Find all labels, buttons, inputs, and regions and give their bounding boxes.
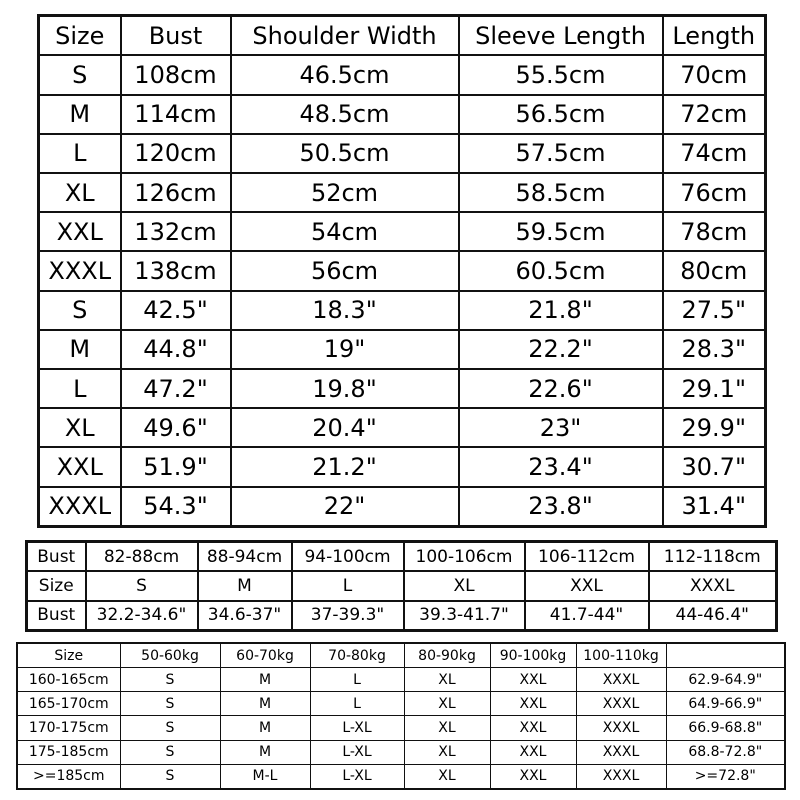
table-cell: XL xyxy=(404,716,490,740)
table-row xyxy=(17,668,785,692)
table-cell: XL xyxy=(404,764,490,789)
table-header-row xyxy=(17,643,785,668)
table-row xyxy=(27,571,777,600)
table-cell: 54cm xyxy=(231,212,459,251)
table-cell: 108cm xyxy=(121,55,231,94)
table-cell: 70-80kg xyxy=(310,643,404,668)
table-row xyxy=(27,601,777,631)
table-cell: 88-94cm xyxy=(198,542,292,572)
table-cell: 39.3-41.7" xyxy=(404,601,525,631)
table-cell: XXL xyxy=(39,212,121,251)
table-cell: M xyxy=(220,740,310,764)
table-cell: S xyxy=(39,55,121,94)
table-cell: 41.7-44" xyxy=(525,601,649,631)
table-cell: Shoulder Width xyxy=(231,16,459,56)
table-row xyxy=(39,173,766,212)
table-cell: 60.5cm xyxy=(459,251,663,290)
table-cell: L xyxy=(310,692,404,716)
table-cell: XXXL xyxy=(576,740,666,764)
table-row xyxy=(39,95,766,134)
table-cell: 28.3" xyxy=(663,330,766,369)
table-cell: 54.3" xyxy=(121,487,231,527)
table-row xyxy=(39,408,766,447)
table-row xyxy=(39,251,766,290)
table-cell: L xyxy=(39,134,121,173)
table-cell: L-XL xyxy=(310,740,404,764)
table-cell: Length xyxy=(663,16,766,56)
table-cell: 114cm xyxy=(121,95,231,134)
table-cell: 120cm xyxy=(121,134,231,173)
table-cell: 100-106cm xyxy=(404,542,525,572)
size-chart-main-table xyxy=(37,14,767,528)
table-cell: 56cm xyxy=(231,251,459,290)
table-cell: XXXL xyxy=(576,716,666,740)
table-row xyxy=(39,291,766,330)
table-cell: 55.5cm xyxy=(459,55,663,94)
table-cell: 126cm xyxy=(121,173,231,212)
table-cell: 22" xyxy=(231,487,459,527)
table-cell: 74cm xyxy=(663,134,766,173)
table-cell: S xyxy=(120,764,220,789)
table-cell: 37-39.3" xyxy=(292,601,404,631)
table-row xyxy=(27,542,777,572)
table-row xyxy=(39,212,766,251)
table-cell: 30.7" xyxy=(663,447,766,486)
table-row xyxy=(39,134,766,173)
table-row xyxy=(39,447,766,486)
table-cell: Size xyxy=(39,16,121,56)
table-cell: 132cm xyxy=(121,212,231,251)
table-cell: XXL xyxy=(490,716,576,740)
table-cell: XXXL xyxy=(39,251,121,290)
table-cell: 29.1" xyxy=(663,369,766,408)
table-cell: 46.5cm xyxy=(231,55,459,94)
table-cell: 51.9" xyxy=(121,447,231,486)
table-cell: 52cm xyxy=(231,173,459,212)
table-cell: 66.9-68.8" xyxy=(666,716,785,740)
table-row xyxy=(17,692,785,716)
table-cell xyxy=(666,643,785,668)
table-cell: XXXL xyxy=(649,571,777,600)
table-cell: 31.4" xyxy=(663,487,766,527)
table-cell: Size xyxy=(17,643,120,668)
table-row xyxy=(17,740,785,764)
table-cell: 90-100kg xyxy=(490,643,576,668)
table-cell: M xyxy=(220,692,310,716)
table-cell: XL xyxy=(39,173,121,212)
table-cell: S xyxy=(120,716,220,740)
table-cell: XXL xyxy=(490,668,576,692)
table-cell: 80-90kg xyxy=(404,643,490,668)
table-cell: 23" xyxy=(459,408,663,447)
table-cell: Bust xyxy=(27,542,86,572)
table-cell: Size xyxy=(27,571,86,600)
table-header-row xyxy=(39,16,766,56)
table-cell: 42.5" xyxy=(121,291,231,330)
table-cell: 59.5cm xyxy=(459,212,663,251)
table-cell: 76cm xyxy=(663,173,766,212)
table-cell: 44-46.4" xyxy=(649,601,777,631)
table-cell: L-XL xyxy=(310,716,404,740)
table-cell: M-L xyxy=(220,764,310,789)
table-row xyxy=(17,764,785,789)
table-cell: M xyxy=(39,330,121,369)
table-cell: 112-118cm xyxy=(649,542,777,572)
table-row xyxy=(39,369,766,408)
table-cell: M xyxy=(198,571,292,600)
table-cell: 165-170cm xyxy=(17,692,120,716)
table-cell: 18.3" xyxy=(231,291,459,330)
table-cell: 19.8" xyxy=(231,369,459,408)
table-cell: XL xyxy=(404,571,525,600)
table-cell: 80cm xyxy=(663,251,766,290)
table-cell: 50.5cm xyxy=(231,134,459,173)
table-cell: XXL xyxy=(490,764,576,789)
height-weight-size-table xyxy=(16,642,786,790)
table-cell: M xyxy=(39,95,121,134)
table-cell: 72cm xyxy=(663,95,766,134)
table-cell: 29.9" xyxy=(663,408,766,447)
table-cell: 23.4" xyxy=(459,447,663,486)
table-cell: 32.2-34.6" xyxy=(86,601,198,631)
table-cell: Bust xyxy=(121,16,231,56)
table-cell: XL xyxy=(404,740,490,764)
table-cell: 50-60kg xyxy=(120,643,220,668)
table-cell: S xyxy=(86,571,198,600)
table-cell: L-XL xyxy=(310,764,404,789)
table-cell: S xyxy=(39,291,121,330)
table-cell: 60-70kg xyxy=(220,643,310,668)
table-cell: >=185cm xyxy=(17,764,120,789)
table-cell: XL xyxy=(404,668,490,692)
table-cell: 20.4" xyxy=(231,408,459,447)
table-cell: 21.8" xyxy=(459,291,663,330)
bust-size-table xyxy=(25,540,778,632)
table-cell: XL xyxy=(39,408,121,447)
table-cell: 100-110kg xyxy=(576,643,666,668)
table-cell: 62.9-64.9" xyxy=(666,668,785,692)
table-cell: 22.6" xyxy=(459,369,663,408)
table-cell: XXXL xyxy=(576,668,666,692)
table-cell: 68.8-72.8" xyxy=(666,740,785,764)
table-cell: 27.5" xyxy=(663,291,766,330)
table-row xyxy=(39,330,766,369)
table-cell: 19" xyxy=(231,330,459,369)
table-cell: 106-112cm xyxy=(525,542,649,572)
table-cell: Sleeve Length xyxy=(459,16,663,56)
table-cell: 175-185cm xyxy=(17,740,120,764)
table-cell: Bust xyxy=(27,601,86,631)
table-cell: 94-100cm xyxy=(292,542,404,572)
table-cell: L xyxy=(292,571,404,600)
table-cell: 70cm xyxy=(663,55,766,94)
table-cell: XXL xyxy=(39,447,121,486)
table-cell: 138cm xyxy=(121,251,231,290)
table-cell: 58.5cm xyxy=(459,173,663,212)
table-cell: 44.8" xyxy=(121,330,231,369)
table-cell: XXL xyxy=(490,692,576,716)
table-cell: 49.6" xyxy=(121,408,231,447)
table-cell: 82-88cm xyxy=(86,542,198,572)
table-cell: XXXL xyxy=(39,487,121,527)
table-row xyxy=(17,716,785,740)
table-cell: 48.5cm xyxy=(231,95,459,134)
table-cell: 23.8" xyxy=(459,487,663,527)
table-cell: 47.2" xyxy=(121,369,231,408)
table-cell: 78cm xyxy=(663,212,766,251)
table-cell: M xyxy=(220,668,310,692)
table-row xyxy=(39,487,766,527)
table-cell: S xyxy=(120,668,220,692)
table-cell: L xyxy=(310,668,404,692)
table-cell: 56.5cm xyxy=(459,95,663,134)
table-cell: XXXL xyxy=(576,764,666,789)
table-cell: S xyxy=(120,740,220,764)
table-cell: M xyxy=(220,716,310,740)
table-cell: >=72.8" xyxy=(666,764,785,789)
table-cell: 57.5cm xyxy=(459,134,663,173)
table-cell: 64.9-66.9" xyxy=(666,692,785,716)
table-cell: XXXL xyxy=(576,692,666,716)
table-cell: 170-175cm xyxy=(17,716,120,740)
table-cell: XXL xyxy=(490,740,576,764)
table-cell: XXL xyxy=(525,571,649,600)
table-cell: 22.2" xyxy=(459,330,663,369)
table-cell: 160-165cm xyxy=(17,668,120,692)
table-cell: S xyxy=(120,692,220,716)
table-cell: 21.2" xyxy=(231,447,459,486)
table-cell: 34.6-37" xyxy=(198,601,292,631)
table-cell: XL xyxy=(404,692,490,716)
table-row xyxy=(39,55,766,94)
table-cell: L xyxy=(39,369,121,408)
